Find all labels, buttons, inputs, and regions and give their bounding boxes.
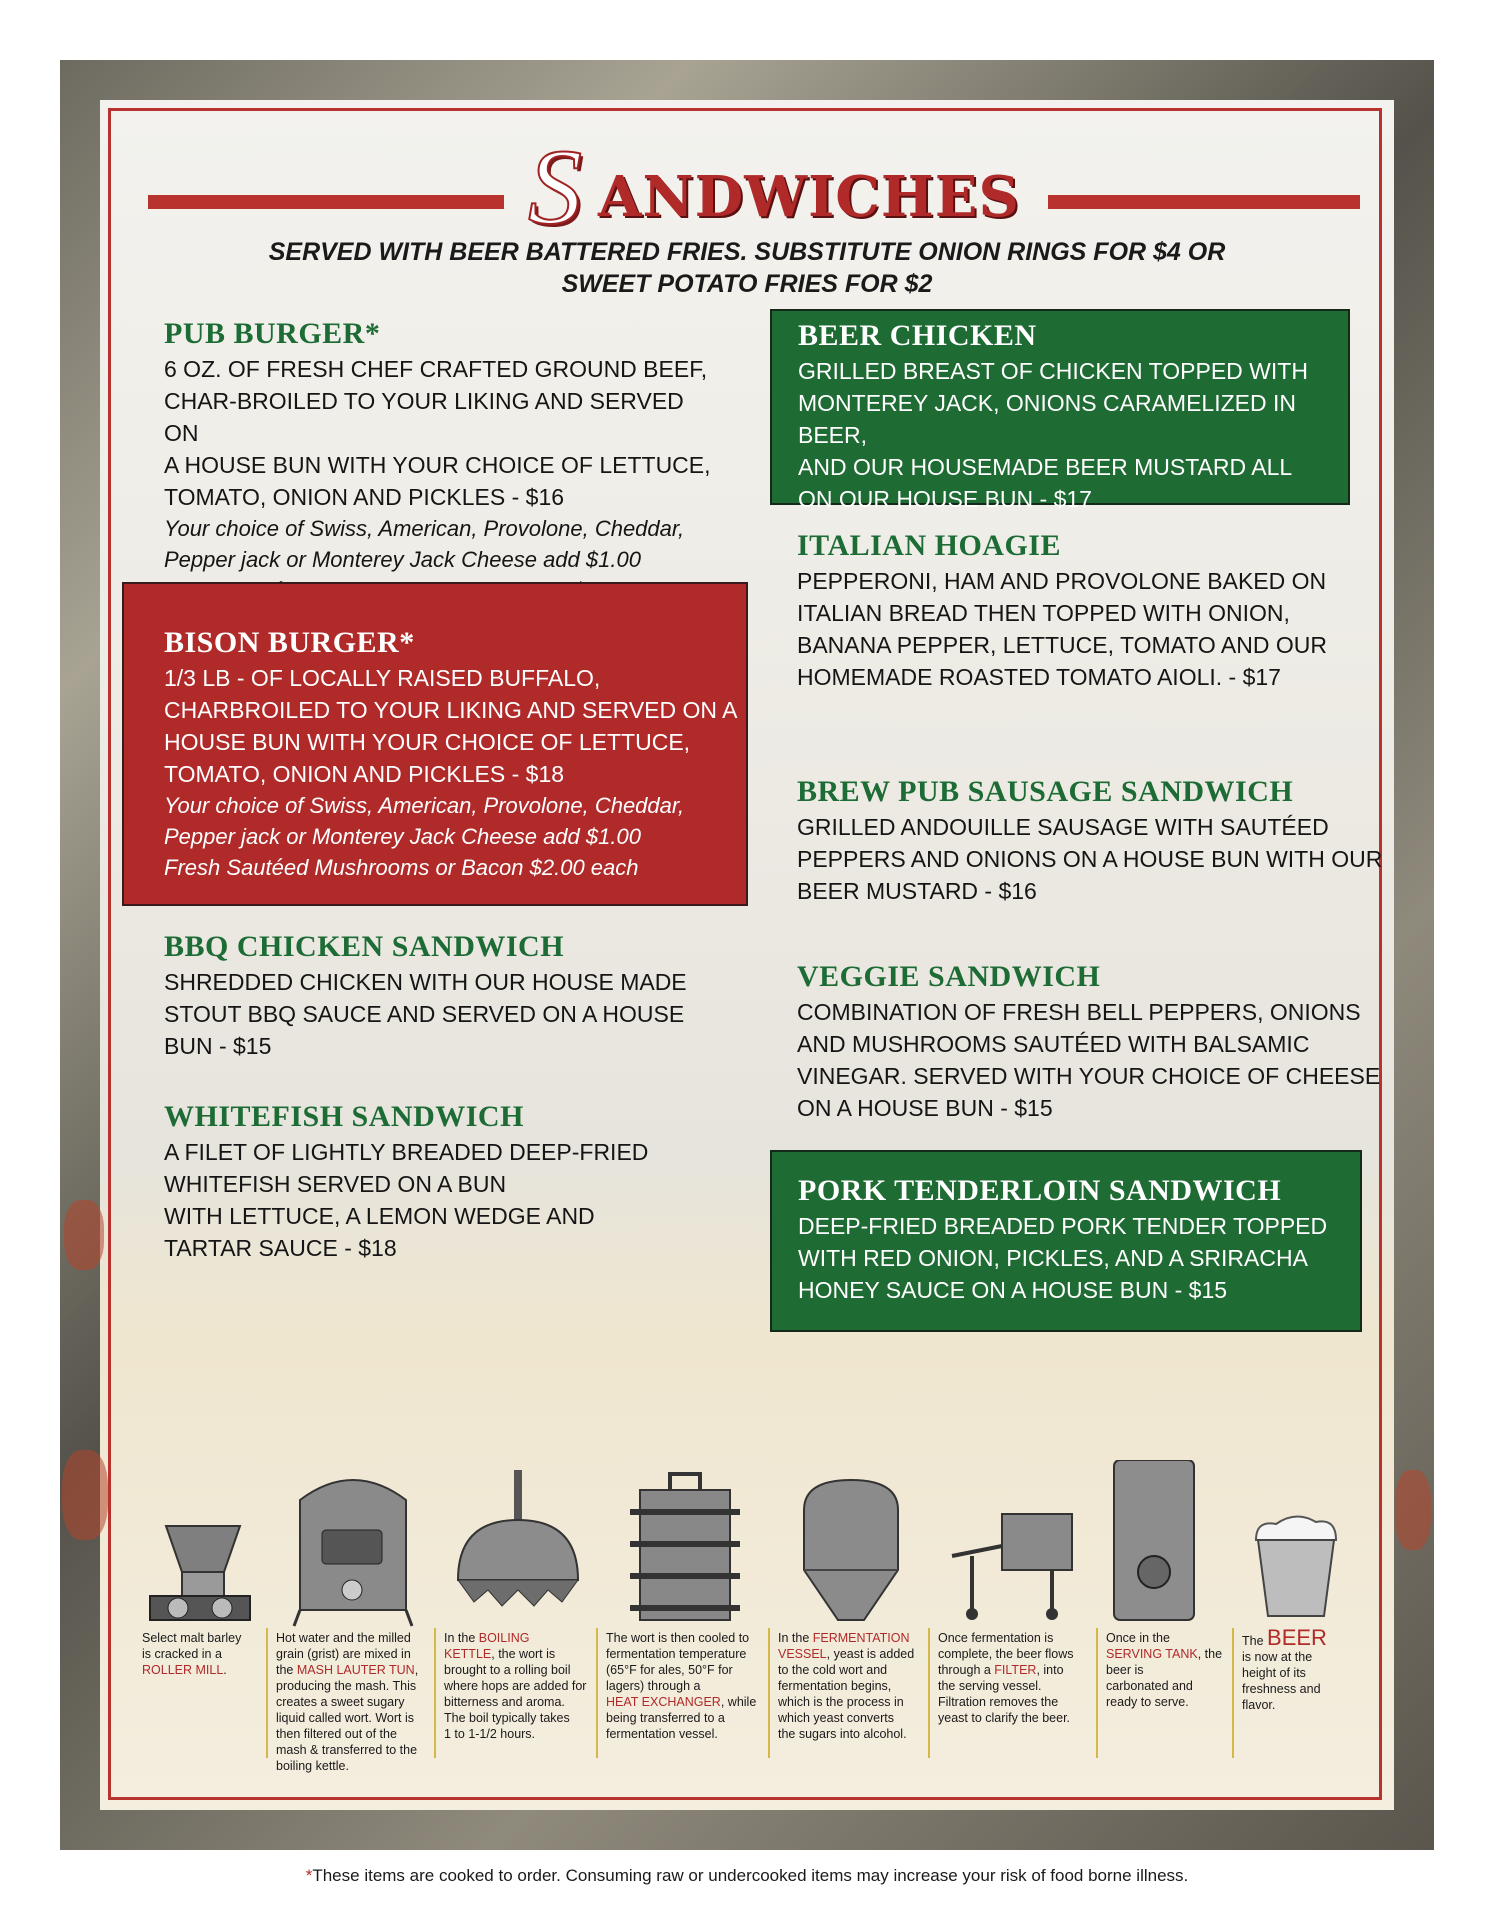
caption-line — [938, 1662, 1094, 1678]
caption-text: , the wort is — [491, 1647, 556, 1661]
description-line: AND OUR HOUSEMADE BEER MUSTARD ALL — [798, 454, 1293, 480]
equipment-name: KETTLE — [444, 1647, 492, 1661]
caption-line — [1106, 1694, 1230, 1710]
description-line: BUN - $15 — [164, 1033, 272, 1059]
caption-text: height of its — [1242, 1666, 1306, 1680]
description-line: A HOUSE BUN WITH YOUR CHOICE OF LETTUCE, — [164, 452, 711, 478]
caption-line — [1242, 1625, 1354, 1650]
equipment-name: ROLLER MILL — [142, 1663, 224, 1677]
caption-text: liquid called wort. Wort is — [276, 1711, 415, 1725]
caption-text: Select malt barley — [142, 1631, 242, 1645]
caption-text: The boil typically takes — [444, 1711, 570, 1725]
item-description — [164, 353, 724, 513]
item-description — [797, 996, 1397, 1124]
description-line: STOUT BBQ SAUCE AND SERVED ON A HOUSE — [164, 1001, 685, 1027]
autumn-leaves-decoration — [62, 1450, 108, 1540]
caption-text: fermentation vessel. — [606, 1727, 718, 1741]
equipment-name: FILTER — [994, 1663, 1037, 1677]
sides-note-line: SERVED WITH BEER BATTERED FRIES. SUBSTITUTE ONION RINGS FOR $4 OR — [268, 238, 1226, 266]
caption-line — [276, 1742, 430, 1758]
step-caption — [276, 1630, 430, 1774]
roller-mill-icon — [138, 1460, 268, 1630]
caption-text: bitterness and aroma. — [444, 1695, 565, 1709]
caption-text: through a — [938, 1663, 995, 1677]
equipment-name: FERMENTATION — [812, 1631, 910, 1645]
caption-line — [938, 1710, 1094, 1726]
caption-text: brought to a rolling boil — [444, 1663, 571, 1677]
item-name: PORK TENDERLOIN SANDWICH — [798, 1174, 1282, 1207]
disclaimer-text: These items are cooked to order. Consuming raw or undercooked items may increase your risk of food borne illness. — [312, 1866, 1189, 1885]
item-description — [164, 662, 746, 790]
item-name: WHITEFISH SANDWICH — [164, 1100, 524, 1133]
caption-text: Filtration removes the — [938, 1695, 1059, 1709]
description-line: PEPPERS AND ONIONS ON A HOUSE BUN WITH OUR — [797, 846, 1383, 872]
caption-text: to the cold wort and — [778, 1663, 888, 1677]
caption-line — [276, 1758, 430, 1774]
menu-title — [0, 116, 1494, 247]
caption-line — [606, 1646, 766, 1662]
item-description — [797, 565, 1397, 693]
menu-item-bbq-chicken — [164, 930, 724, 1062]
description-line: HOUSE BUN WITH YOUR CHOICE OF LETTUCE, — [164, 729, 691, 755]
brew-step-roller-mill — [138, 1460, 268, 1775]
caption-line — [606, 1662, 766, 1678]
description-line: BEER MUSTARD - $16 — [797, 878, 1037, 904]
description-line: AND MUSHROOMS SAUTÉED WITH BALSAMIC — [797, 1031, 1310, 1057]
option-line: Fresh Sautéed Mushrooms or Bacon $2.00 each — [164, 855, 639, 880]
description-line: TARTAR SAUCE - $18 — [164, 1235, 397, 1261]
item-description — [164, 966, 724, 1062]
option-line: Your choice of Swiss, American, Provolone, Cheddar, — [164, 516, 685, 541]
equipment-name: HEAT EXCHANGER — [606, 1695, 721, 1709]
sides-note-line: SWEET POTATO FRIES FOR $2 — [561, 270, 933, 298]
caption-line — [276, 1678, 430, 1694]
caption-line — [938, 1630, 1094, 1646]
caption-text: , — [414, 1663, 419, 1677]
caption-text: Once in the — [1106, 1631, 1170, 1645]
caption-line — [606, 1726, 766, 1742]
menu-item-pub-burger — [164, 317, 724, 606]
description-line: SHREDDED CHICKEN WITH OUR HOUSE MADE — [164, 969, 687, 995]
item-description — [798, 355, 1348, 515]
step-caption — [778, 1630, 926, 1742]
item-description — [164, 1136, 724, 1264]
description-line: HONEY SAUCE ON A HOUSE BUN - $15 — [798, 1277, 1228, 1303]
caption-line — [276, 1710, 430, 1726]
description-line: MONTEREY JACK, ONIONS CARAMELIZED IN BEER, — [798, 390, 1296, 448]
caption-text: The — [1242, 1634, 1268, 1648]
description-line: ON A HOUSE BUN - $15 — [797, 1095, 1053, 1121]
description-line: TOMATO, ONION AND PICKLES - $16 — [164, 484, 565, 510]
description-line: WITH LETTUCE, A LEMON WEDGE AND — [164, 1203, 595, 1229]
description-line: COMBINATION OF FRESH BELL PEPPERS, ONIONS — [797, 999, 1361, 1025]
caption-text: which is the process in — [778, 1695, 904, 1709]
caption-line — [1106, 1678, 1230, 1694]
boiling-kettle-icon — [438, 1460, 598, 1630]
caption-line — [778, 1710, 926, 1726]
caption-line — [444, 1726, 594, 1742]
description-line: HOMEMADE ROASTED TOMATO AIOLI. - $17 — [797, 664, 1281, 690]
description-line: WITH RED ONION, PICKLES, AND A SRIRACHA — [798, 1245, 1308, 1271]
caption-text: which yeast converts — [778, 1711, 895, 1725]
item-name: BBQ CHICKEN SANDWICH — [164, 930, 565, 963]
autumn-leaves-decoration — [64, 1200, 104, 1270]
step-divider — [266, 1628, 268, 1758]
option-line: Your choice of Swiss, American, Provolone, Cheddar, — [164, 793, 685, 818]
equipment-name: BOILING — [478, 1631, 530, 1645]
caption-line — [142, 1646, 264, 1662]
item-name: ITALIAN HOAGIE — [797, 529, 1061, 562]
caption-text: . — [223, 1663, 227, 1677]
caption-text: fermentation temperature — [606, 1647, 747, 1661]
food-safety-disclaimer — [0, 1866, 1494, 1886]
caption-text: being transferred to a — [606, 1711, 725, 1725]
caption-text: is now at the — [1242, 1650, 1313, 1664]
caption-text: grain (grist) are mixed in — [276, 1647, 411, 1661]
step-divider — [768, 1628, 770, 1758]
title-text: ANDWICHES — [598, 164, 1020, 230]
page-title — [528, 126, 1028, 247]
caption-line — [276, 1694, 430, 1710]
brew-step-boiling-kettle — [438, 1460, 598, 1775]
caption-line — [938, 1694, 1094, 1710]
caption-text: producing the mash. This — [276, 1679, 417, 1693]
description-line: CHARBROILED TO YOUR LIKING AND SERVED ON A — [164, 697, 738, 723]
brewing-process-strip — [138, 1460, 1356, 1775]
caption-line — [276, 1646, 430, 1662]
caption-text: boiling kettle. — [276, 1759, 349, 1773]
caption-text: In the — [778, 1631, 813, 1645]
description-line: GRILLED BREAST OF CHICKEN TOPPED WITH — [798, 358, 1308, 384]
caption-line — [1106, 1630, 1230, 1646]
description-line: GRILLED ANDOUILLE SAUSAGE WITH SAUTÉED — [797, 814, 1329, 840]
caption-line — [444, 1710, 594, 1726]
caption-text: then filtered out of the — [276, 1727, 397, 1741]
caption-text: , yeast is added — [826, 1647, 915, 1661]
brew-step-mash-lauter-tun — [270, 1460, 436, 1775]
step-caption — [1106, 1630, 1230, 1710]
serving-tank-icon — [1100, 1460, 1234, 1630]
caption-line — [444, 1662, 594, 1678]
caption-text: the — [276, 1663, 297, 1677]
menu-item-bison-burger — [122, 582, 748, 906]
caption-line — [276, 1662, 430, 1678]
caption-line — [778, 1630, 926, 1646]
equipment-name: SERVING TANK — [1106, 1647, 1198, 1661]
caption-text: (65°F for ales, 50°F for — [606, 1663, 733, 1677]
caption-line — [444, 1694, 594, 1710]
description-line: PEPPERONI, HAM AND PROVOLONE BAKED ON — [797, 568, 1327, 594]
description-line: TOMATO, ONION AND PICKLES - $18 — [164, 761, 565, 787]
menu-item-beer-chicken — [770, 309, 1350, 512]
mash-lauter-tun-icon — [270, 1460, 436, 1630]
step-divider — [434, 1628, 436, 1758]
caption-line — [444, 1678, 594, 1694]
fermentation-vessel-icon — [772, 1460, 930, 1630]
caption-text: lagers) through a — [606, 1679, 701, 1693]
caption-text: , while — [720, 1695, 757, 1709]
step-divider — [928, 1628, 930, 1758]
disclaimer-asterisk: * — [305, 1866, 313, 1885]
description-line: BANANA PEPPER, LETTUCE, TOMATO AND OUR — [797, 632, 1327, 658]
equipment-name: VESSEL — [778, 1647, 827, 1661]
title-initial: S — [528, 128, 582, 247]
step-caption — [938, 1630, 1094, 1726]
brew-step-filter — [932, 1460, 1098, 1775]
caption-line — [1106, 1646, 1230, 1662]
caption-line — [606, 1630, 766, 1646]
item-name: BREW PUB SAUSAGE SANDWICH — [797, 775, 1294, 808]
menu-item-veggie — [797, 960, 1397, 1124]
option-line: Pepper jack or Monterey Jack Cheese add $1.00 — [164, 547, 641, 572]
caption-text: Hot water and the milled — [276, 1631, 411, 1645]
filter-icon — [932, 1460, 1098, 1630]
menu-item-italian-hoagie — [797, 529, 1397, 693]
caption-text: the serving vessel. — [938, 1679, 1042, 1693]
caption-line — [444, 1630, 594, 1646]
caption-line — [778, 1726, 926, 1742]
brew-step-serving-tank — [1100, 1460, 1234, 1775]
caption-text: freshness and flavor. — [1242, 1682, 1321, 1712]
step-caption — [444, 1630, 594, 1742]
caption-text: Once fermentation is — [938, 1631, 1054, 1645]
title-bar-right — [1048, 195, 1360, 209]
caption-line — [938, 1678, 1094, 1694]
caption-text: carbonated and — [1106, 1679, 1193, 1693]
menu-item-pork-tenderloin — [770, 1150, 1362, 1332]
caption-line — [444, 1646, 594, 1662]
caption-text: ready to serve. — [1106, 1695, 1189, 1709]
caption-line — [276, 1630, 430, 1646]
description-line: 6 OZ. OF FRESH CHEF CRAFTED GROUND BEEF, — [164, 356, 708, 382]
menu-item-whitefish — [164, 1100, 724, 1264]
step-divider — [596, 1628, 598, 1758]
heat-exchanger-icon — [600, 1460, 770, 1630]
caption-line — [1106, 1662, 1230, 1678]
caption-line — [1242, 1649, 1354, 1665]
caption-line — [778, 1678, 926, 1694]
equipment-name: MASH LAUTER TUN — [296, 1663, 415, 1677]
menu-item-brew-pub-sausage — [797, 775, 1397, 907]
step-caption — [1242, 1625, 1354, 1713]
description-line: A FILET OF LIGHTLY BREADED DEEP-FRIED — [164, 1139, 649, 1165]
caption-line — [1242, 1681, 1354, 1713]
caption-line — [938, 1646, 1094, 1662]
beer-glass-icon — [1236, 1460, 1356, 1630]
item-name: VEGGIE SANDWICH — [797, 960, 1101, 993]
caption-text: 1 to 1-1/2 hours. — [444, 1727, 536, 1741]
caption-text: the sugars into alcohol. — [778, 1727, 907, 1741]
caption-text: The wort is then cooled to — [606, 1631, 750, 1645]
caption-line — [778, 1694, 926, 1710]
description-line: 1/3 LB - OF LOCALLY RAISED BUFFALO, — [164, 665, 601, 691]
item-description — [797, 811, 1397, 907]
step-divider — [1232, 1628, 1234, 1758]
caption-line — [778, 1662, 926, 1678]
caption-line — [606, 1678, 766, 1694]
caption-text: where hops are added for — [444, 1679, 587, 1693]
caption-line — [276, 1726, 430, 1742]
description-line: WHITEFISH SERVED ON A BUN — [164, 1171, 507, 1197]
caption-line — [142, 1662, 264, 1678]
step-divider — [1096, 1628, 1098, 1758]
caption-line — [606, 1694, 766, 1710]
caption-text: fermentation begins, — [778, 1679, 892, 1693]
item-description — [798, 1210, 1360, 1306]
caption-text: , into — [1036, 1663, 1064, 1677]
equipment-name: BEER — [1267, 1625, 1327, 1650]
caption-text: is cracked in a — [142, 1647, 222, 1661]
caption-text: beer is — [1106, 1663, 1144, 1677]
step-caption — [606, 1630, 766, 1742]
brew-step-beer — [1236, 1460, 1356, 1775]
caption-text: In the — [444, 1631, 479, 1645]
title-bar-left — [148, 195, 504, 209]
description-line: VINEGAR. SERVED WITH YOUR CHOICE OF CHEESE — [797, 1063, 1381, 1089]
caption-line — [142, 1630, 264, 1646]
item-name: BEER CHICKEN — [798, 319, 1037, 352]
item-name: PUB BURGER* — [164, 317, 381, 350]
description-line: DEEP-FRIED BREADED PORK TENDER TOPPED — [798, 1213, 1328, 1239]
brew-step-fermentation-vessel — [772, 1460, 930, 1775]
sides-note — [180, 236, 1314, 300]
caption-text: , the — [1197, 1647, 1223, 1661]
brew-step-heat-exchanger — [600, 1460, 770, 1775]
caption-text: creates a sweet sugary — [276, 1695, 405, 1709]
caption-line — [1242, 1665, 1354, 1681]
description-line: ITALIAN BREAD THEN TOPPED WITH ONION, — [797, 600, 1290, 626]
item-name: BISON BURGER* — [164, 626, 415, 659]
caption-line — [606, 1710, 766, 1726]
description-line: CHAR-BROILED TO YOUR LIKING AND SERVED ON — [164, 388, 684, 446]
step-caption — [142, 1630, 264, 1678]
caption-text: complete, the beer flows — [938, 1647, 1074, 1661]
description-line: ON OUR HOUSE BUN - $17 — [798, 486, 1092, 512]
autumn-leaves-decoration — [1395, 1470, 1431, 1550]
option-line: Pepper jack or Monterey Jack Cheese add $1.00 — [164, 824, 641, 849]
caption-text: yeast to clarify the beer. — [938, 1711, 1071, 1725]
caption-line — [778, 1646, 926, 1662]
item-options — [164, 790, 746, 883]
caption-text: mash & transferred to the — [276, 1743, 418, 1757]
